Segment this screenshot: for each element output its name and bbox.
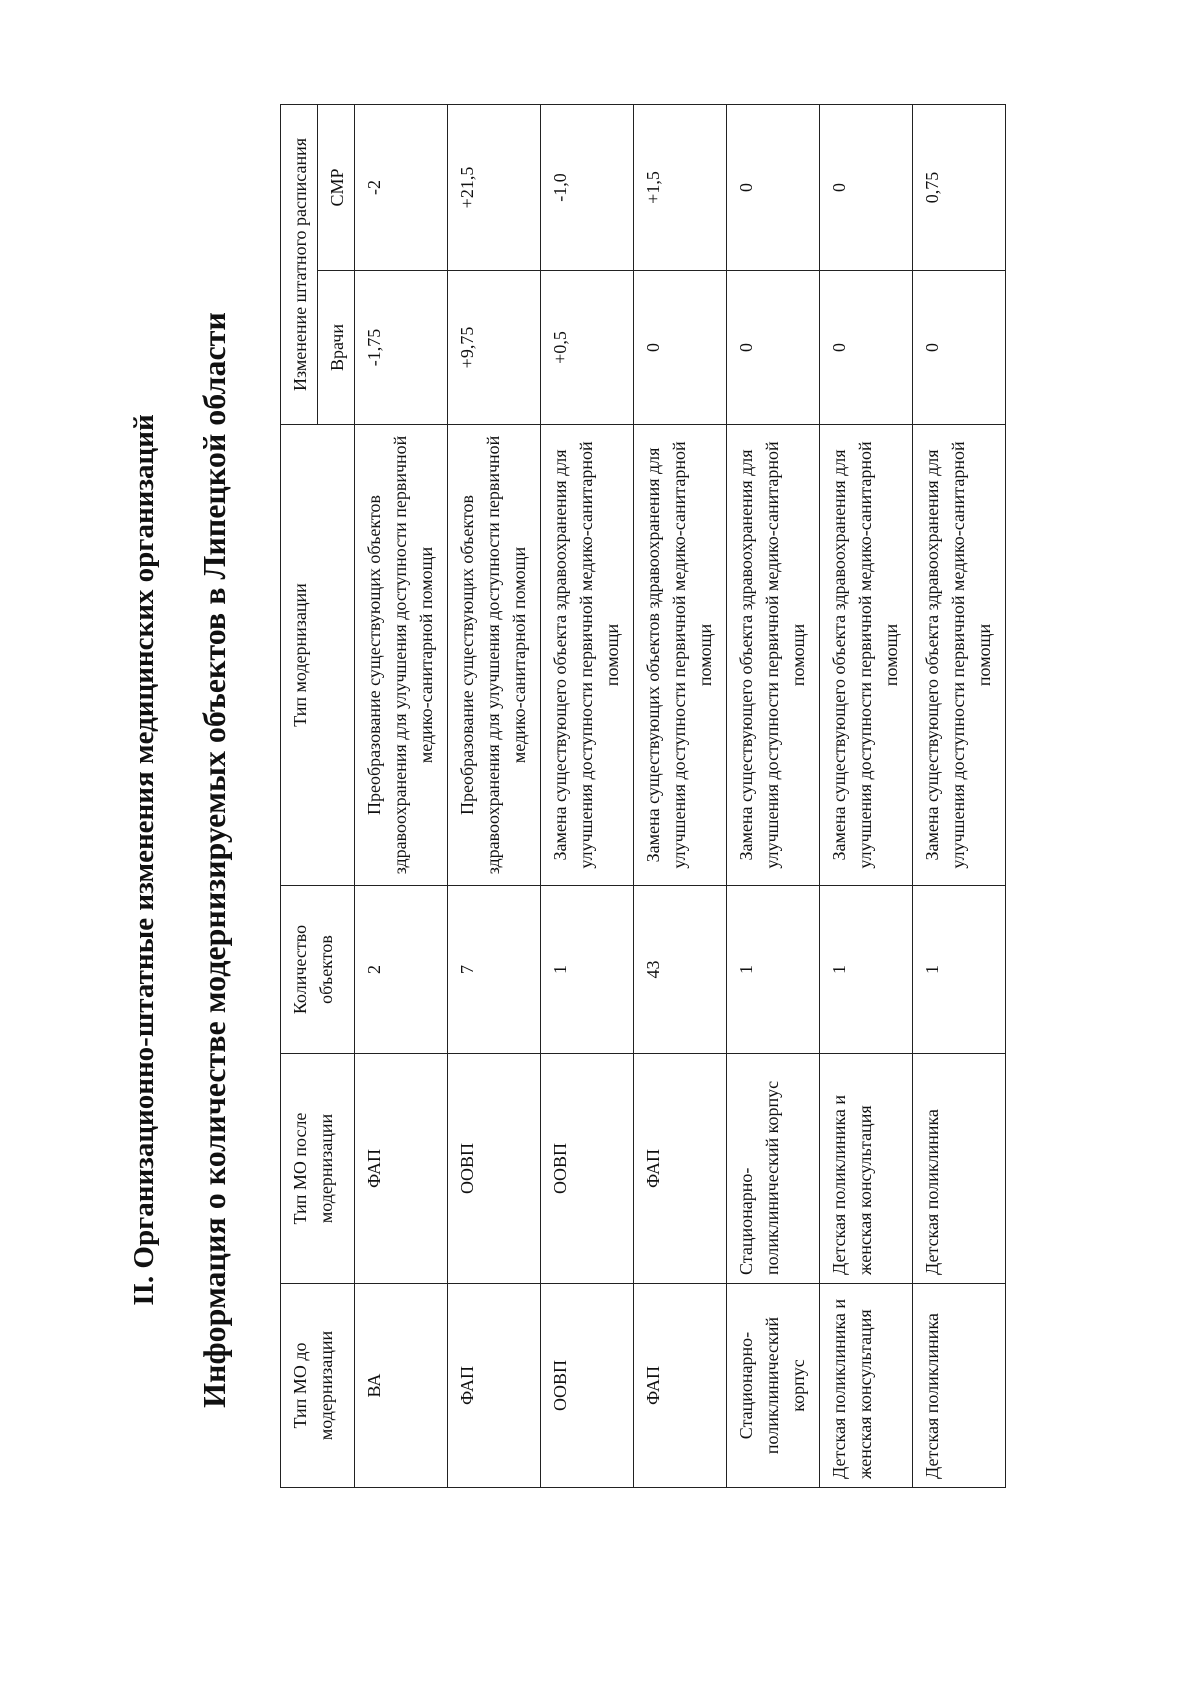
header-row-1: [281, 104, 318, 1487]
cell-mo-after: Детская поликлиника и женская консультация: [820, 1054, 913, 1284]
cell-doctors: -1,75: [355, 271, 448, 425]
header-mo-after: Тип МО после модернизации: [281, 1054, 355, 1284]
cell-smr: +21,5: [448, 104, 541, 270]
cell-mo-before: ВА: [355, 1284, 448, 1488]
table-row: [355, 104, 448, 1487]
cell-mo-before: Детская поликлиника и женская консультация: [820, 1284, 913, 1488]
header-count: Количество объектов: [281, 886, 355, 1054]
table-row: [448, 104, 541, 1487]
cell-mo-after: ФАП: [355, 1054, 448, 1284]
cell-doctors: +9,75: [448, 271, 541, 425]
cell-mo-after: ООВП: [541, 1054, 634, 1284]
table-title: Информация о количестве модернизируемых объектов в Липецкой области: [196, 312, 232, 1408]
cell-count: 1: [913, 886, 1006, 1054]
cell-mo-after: ООВП: [448, 1054, 541, 1284]
header-modernization-type: Тип модернизации: [281, 425, 355, 886]
cell-mo-after: Стационарно-поликлинический корпус: [727, 1054, 820, 1284]
cell-mo-before: Стационарно-поликлинический корпус: [727, 1284, 820, 1488]
cell-smr: -1,0: [541, 104, 634, 270]
cell-mo-before: ФАП: [634, 1284, 727, 1488]
cell-smr: 0,75: [913, 104, 1006, 270]
cell-doctors: 0: [913, 271, 1006, 425]
cell-modernization-type: Преобразование существующих объектов здравоохранения для улучшения доступности первичной медико-санитарной помощи: [355, 425, 448, 886]
cell-mo-after: ФАП: [634, 1054, 727, 1284]
cell-smr: 0: [727, 104, 820, 270]
cell-doctors: +0,5: [541, 271, 634, 425]
table-row: [634, 104, 727, 1487]
table-row: [913, 104, 1006, 1487]
cell-count: 7: [448, 886, 541, 1054]
cell-count: 1: [820, 886, 913, 1054]
cell-count: 1: [541, 886, 634, 1054]
header-staff-change: Изменение штатного расписания: [281, 104, 318, 424]
cell-smr: +1,5: [634, 104, 727, 270]
cell-smr: 0: [820, 104, 913, 270]
header-doctors: Врачи: [318, 271, 355, 425]
cell-count: 43: [634, 886, 727, 1054]
header-smr: СМР: [318, 104, 355, 270]
cell-mo-before: Детская поликлиника: [913, 1284, 1006, 1488]
cell-mo-after: Детская поликлиника: [913, 1054, 1006, 1284]
cell-modernization-type: Замена существующего объекта здравоохранения для улучшения доступности первичной медико-санитарной помощи: [727, 425, 820, 886]
section-title: II. Организационно-штатные изменения медицинских организаций: [128, 414, 160, 1306]
cell-smr: -2: [355, 104, 448, 270]
cell-doctors: 0: [727, 271, 820, 425]
cell-mo-before: ООВП: [541, 1284, 634, 1488]
table-row: [820, 104, 913, 1487]
cell-count: 2: [355, 886, 448, 1054]
cell-modernization-type: Замена существующего объекта здравоохранения для улучшения доступности первичной медико-санитарной помощи: [913, 425, 1006, 886]
cell-mo-before: ФАП: [448, 1284, 541, 1488]
cell-modernization-type: Преобразование существующих объектов здравоохранения для улучшения доступности первичной медико-санитарной помощи: [448, 425, 541, 886]
cell-modernization-type: Замена существующих объектов здравоохранения для улучшения доступности первичной медико-санитарной помощи: [634, 425, 727, 886]
cell-modernization-type: Замена существующего объекта здравоохранения для улучшения доступности первичной медико-санитарной помощи: [541, 425, 634, 886]
rotated-page-content: [100, 65, 1140, 1655]
cell-doctors: 0: [634, 271, 727, 425]
header-mo-before: Тип МО до модернизации: [281, 1284, 355, 1488]
table-row: [727, 104, 820, 1487]
table-row: [541, 104, 634, 1487]
cell-modernization-type: Замена существующего объекта здравоохранения для улучшения доступности первичной медико-санитарной помощи: [820, 425, 913, 886]
cell-count: 1: [727, 886, 820, 1054]
cell-doctors: 0: [820, 271, 913, 425]
modernization-table: [280, 104, 1006, 1488]
